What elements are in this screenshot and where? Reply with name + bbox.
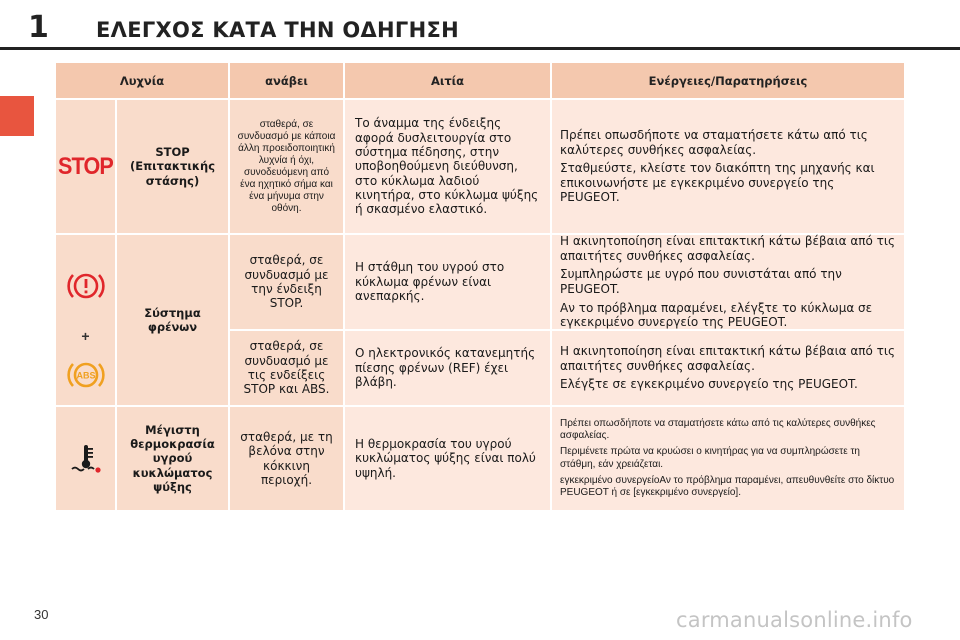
action-line: εγκεκριμένο συνεργείοΑν το πρόβλημα παραμένει, απευθυνθείτε στο δίκτυο PEUGEOT ή σε [εγκεκριμένο συνεργείο]. — [560, 474, 895, 498]
lit-condition: σταθερά, σε συνδυασμό με τις ενδείξεις STOP και ABS. — [230, 331, 343, 405]
chapter-side-tab — [0, 96, 34, 136]
column-header-actions: Ενέργειες/Παρατηρήσεις — [552, 63, 904, 98]
abs-label: ABS — [75, 370, 96, 381]
lamp-name: Σύστημα φρένων — [117, 235, 228, 405]
stop-icon: STOP — [58, 152, 113, 180]
lit-condition: σταθερά, σε συνδυασμό με κάποια άλλη προειδοποιητική λυχνία ή όχι, συνοδευόμενη από ένα ηχητικό σήμα και ένα μήνυμα στην οθόνη. — [230, 100, 343, 233]
page-number: 30 — [34, 607, 49, 622]
action-line: Πρέπει οπωσδήποτε να σταματήσετε κάτω από τις καλύτερες συνθήκες ασφαλείας. — [560, 417, 876, 442]
lamp-name: STOP (Επιτακτικής στάσης) — [117, 100, 228, 233]
column-header-lamp: Λυχνία — [56, 63, 228, 98]
action-line: Η ακινητοποίηση είναι επιτακτική κάτω βέβαια από τις απαιτήτες συνθήκες ασφαλείας. — [560, 234, 895, 263]
actions-text — [552, 407, 904, 510]
lit-condition: σταθερά, σε συνδυασμό με την ένδειξη STOP. — [230, 235, 343, 329]
lamp-name: Μέγιστη θερμοκρασία υγρού κυκλώματος ψύξης — [117, 407, 228, 510]
coolant-temperature-icon — [56, 407, 115, 510]
action-line: Συμπληρώστε με υγρό που συνιστάται από την PEUGEOT. — [560, 267, 842, 296]
page-title: ΕΛΕΓΧΟΣ ΚΑΤΑ ΤΗΝ ΟΔΗΓΗΣΗ — [96, 18, 459, 42]
action-line: Ελέγξτε σε εγκεκριμένο συνεργείο της PEUGEOT. — [560, 377, 858, 392]
chapter-number: 1 — [28, 10, 49, 45]
action-line: Σταθμεύστε, κλείστε τον διακόπτη της μηχανής και επικοινωνήστε με εγκεκριμένο συνεργείο της PEUGEOT. — [560, 161, 875, 205]
plus-icon: + — [81, 328, 90, 344]
brake-warning-icon — [56, 263, 115, 309]
cause-text: Ο ηλεκτρονικός κατανεμητής πίεσης φρένων (REF) έχει βλάβη. — [345, 331, 550, 405]
cause-text: Η θερμοκρασία του υγρού κυκλώματος ψύξης είναι πολύ υψηλή. — [345, 407, 550, 510]
watermark: carmanualsonline.info — [676, 608, 913, 632]
cause-text: Το άναμμα της ένδειξης αφορά δυσλειτουργία στο σύστημα πέδησης, στην υποβοηθούμενη διεύθυνση, στο κύκλωμα λαδιού κινητήρα, στο κύκλωμα ψύξης ή σκασμένο ελαστικό. — [345, 100, 550, 233]
action-line: Περιμένετε πρώτα να κρυώσει ο κινητήρας για να συμπληρώσετε τη στάθμη, εάν χρειάζεται. — [560, 446, 860, 470]
actions-text — [552, 235, 904, 329]
column-header-lit: ανάβει — [230, 63, 343, 98]
brake-warning-icon-svg — [66, 269, 106, 303]
lit-condition: σταθερά, με τη βελόνα στην κόκκινη περιοχή. — [230, 407, 343, 510]
action-line: Αν το πρόβλημα παραμένει, ελέγξτε το κύκλωμα σε εγκεκριμένο συνεργείο της PEUGEOT. — [560, 300, 873, 330]
abs-warning-icon — [56, 355, 115, 395]
title-rule — [0, 47, 960, 50]
actions-text — [552, 100, 904, 233]
warning-lights-table — [56, 63, 904, 511]
abs-warning-icon-svg — [66, 358, 106, 392]
action-line: Η ακινητοποίηση είναι επιτακτική κάτω βέβαια από τις απαιτήτες συνθήκες ασφαλείας. — [560, 344, 895, 373]
actions-text — [552, 331, 904, 405]
column-header-cause: Αιτία — [345, 63, 550, 98]
action-line: Πρέπει οπωσδήποτε να σταματήσετε κάτω από τις καλύτερες συνθήκες ασφαλείας. — [560, 127, 868, 157]
cause-text: Η στάθμη του υγρού στο κύκλωμα φρένων είναι ανεπαρκής. — [345, 235, 550, 329]
coolant-temperature-icon-svg — [69, 442, 103, 476]
